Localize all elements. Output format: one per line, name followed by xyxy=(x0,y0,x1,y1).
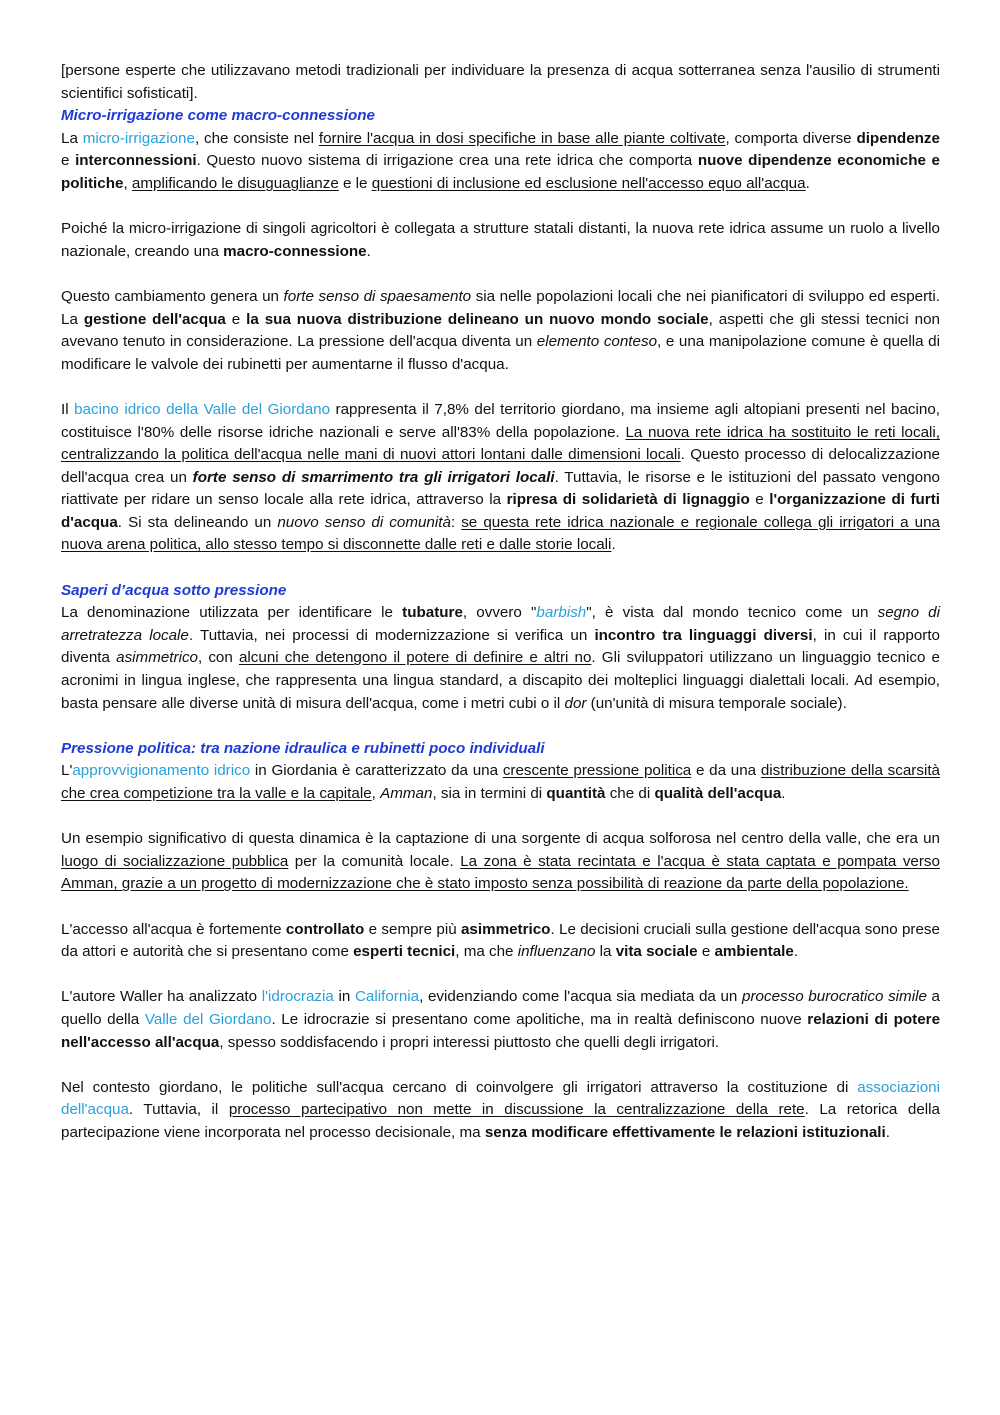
italic-text: nuovo senso di comunità xyxy=(277,513,451,531)
bold-text: dipendenze xyxy=(856,129,940,147)
bold-text: gestione dell'acqua xyxy=(83,310,226,328)
bold-text: quantità xyxy=(546,785,606,802)
bold-text: macro-connessione xyxy=(223,242,367,260)
bold-text: incontro tra linguaggi diversi xyxy=(594,626,813,644)
bold-text: controllato xyxy=(285,920,365,938)
bold-text: asimmetrico xyxy=(460,920,551,938)
underlined-text: amplificando le disuguaglianze xyxy=(131,174,339,192)
underlined-text: se questa rete idrica nazionale e regionale collega gli irrigatori a una nuova arena politica, allo stesso tempo si disconnette dalle reti e dalle storie locali xyxy=(61,513,940,554)
underlined-text: fornire l'acqua in dosi specifiche in base alle piante coltivate xyxy=(318,129,726,147)
italic-text: elemento conteso xyxy=(536,333,658,351)
italic-text: Amman xyxy=(380,785,433,802)
paragraph: Nel contesto giordano, le politiche sull'acqua cercano di coinvolgere gli irrigatori attraverso la costituzione di associazioni dell'acqua. Tuttavia, il processo partecipativo non mette in discussione la centralizzazione della rete. La retorica della partecipazione viene incorporata nel processo decisionale, ma senza modificare effettivamente le relazioni istituzionali. xyxy=(61,1078,940,1141)
underlined-text: luogo di socializzazione pubblica xyxy=(61,852,289,870)
bold-text: ripresa di solidarietà di lignaggio xyxy=(506,491,750,509)
bold-text: l'organizzazione di furti d'acqua xyxy=(61,491,940,531)
bold-text: qualità dell'acqua xyxy=(654,785,782,802)
paragraph: Il bacino idrico della Valle del Giordano rappresenta il 7,8% del territorio giordano, ma insieme agli altopiani presenti nel bacino, costituisce l'80% delle risorse idriche nazionali e serve all'83% della popolazione. La nuova rete idrica ha sostituito le reti locali, centralizzando la politica dell'acqua nelle mani di nuovi attori lontani dalle dimensioni locali. Questo processo di delocalizzazione dell'acqua crea un forte senso di smarrimento tra gli irrigatori locali. Tuttavia, le risorse e le istituzioni del passato vengono riattivate per ridare un senso locale alla rete idrica, attraverso la ripresa di solidarietà di lignaggio e l'organizzazione di furti d'acqua. Si sta delineando un nuovo senso di comunità: se questa rete idrica nazionale e regionale collega gli irrigatori a una nuova arena politica, allo stesso tempo si disconnette dalle reti e dalle storie locali. xyxy=(61,400,940,554)
bold-text: esperti tecnici xyxy=(353,943,456,961)
italic-text: asimmetrico xyxy=(116,649,198,667)
italic-text: processo burocratico simile xyxy=(742,988,927,1006)
underlined-text: processo partecipativo non mette in discussione la centralizzazione della rete xyxy=(228,1101,805,1119)
bold-text: senza modificare effettivamente le relazioni istituzionali xyxy=(484,1123,886,1141)
highlight-term: California xyxy=(354,988,420,1006)
highlight-term: micro-irrigazione xyxy=(82,129,195,147)
intro-paragraph: [persone esperte che utilizzavano metodi tradizionali per individuare la presenza di acqua sotterranea senza l'ausilio di strumenti scientifici sofisticati]. xyxy=(61,62,940,102)
underlined-text: distribuzione della scarsità che crea competizione tra la valle e la capitale xyxy=(61,762,941,802)
paragraph: Poiché la micro-irrigazione di singoli agricoltori è collegata a strutture statali distanti, la nuova rete idrica assume un ruolo a livello nazionale, creando una macro-connessione. xyxy=(61,220,940,260)
italic-text: segno di arretratezza locale xyxy=(61,604,940,644)
highlight-term: bacino idrico della Valle del Giordano xyxy=(74,400,331,418)
bold-text: interconnessioni xyxy=(75,152,197,170)
underlined-text: La zona è stata recintata e l'acqua è stata captata e pompata verso Amman, grazie a un progetto di modernizzazione che è stato imposto senza possibilità di reazione da parte della popolazione. xyxy=(61,852,940,893)
section-heading-saperi: Saperi d’acqua sotto pressione xyxy=(61,581,287,599)
underlined-text: crescente pressione politica xyxy=(502,762,692,780)
section-heading-micro-irrigazione: Micro-irrigazione come macro-connessione xyxy=(61,107,375,125)
section-heading-pressione-politica: Pressione politica: tra nazione idraulica e rubinetti poco individuali xyxy=(61,739,545,757)
italic-text: dor xyxy=(564,694,587,712)
italic-text: influenzano xyxy=(517,943,596,961)
bold-italic-text: forte senso di smarrimento tra gli irrigatori locali xyxy=(192,468,555,486)
bold-text: nuove dipendenze economiche e politiche xyxy=(61,152,940,192)
underlined-text: alcuni che detengono il potere di definire e altri no xyxy=(238,649,592,667)
bold-text: relazioni di potere nell'accesso all'acqua xyxy=(61,1010,941,1051)
highlight-term: Valle del Giordano xyxy=(144,1010,272,1028)
highlight-term: l'idrocrazia xyxy=(261,988,334,1006)
paragraph: La denominazione utilizzata per identificare le tubature, ovvero "barbish", è vista dal mondo tecnico come un segno di arretratezza locale. Tuttavia, nei processi di modernizzazione si verifica un incontro tra linguaggi diversi, in cui il rapporto diventa asimmetrico, con alcuni che detengono il potere di definire e altri no. Gli sviluppatori utilizzano un linguaggio tecnico e acronimi in lingua inglese, che rappresenta una lingua standard, a discapito dei molteplici linguaggi dialettali locali. Ad esempio, basta pensare alle diverse unità di misura dell'acqua, come i metri cubi o il dor (un'unità di misura temporale sociale). xyxy=(61,604,940,712)
paragraph: Questo cambiamento genera un forte senso di spaesamento sia nelle popolazioni locali che nei pianificatori di sviluppo ed esperti. La gestione dell'acqua e la sua nuova distribuzione delineano un nuovo mondo sociale, aspetti che gli stessi tecnici non avevano tenuto in considerazione. La pressione dell'acqua diventa un elemento conteso, e una manipolazione comune è quella di modificare le valvole dei rubinetti per aumentarne il flusso d'acqua. xyxy=(61,287,941,373)
paragraph: La micro-irrigazione, che consiste nel fornire l'acqua in dosi specifiche in base alle piante coltivate, comporta diverse dipendenze e interconnessioni. Questo nuovo sistema di irrigazione crea una rete idrica che comporta nuove dipendenze economiche e politiche, amplificando le disuguaglianze e le questioni di inclusione ed esclusione nell'accesso equo all'acqua. xyxy=(61,129,940,192)
highlight-term: barbish xyxy=(536,604,587,622)
highlight-term: approvvigionamento idrico xyxy=(72,762,251,780)
underlined-text: questioni di inclusione ed esclusione nell'accesso equo all'acqua xyxy=(371,174,806,192)
bold-text: vita sociale xyxy=(615,943,698,961)
paragraph: L'approvvigionamento idrico in Giordania è caratterizzato da una crescente pressione politica e da una distribuzione della scarsità che crea competizione tra la valle e la capitale, Amman, sia in termini di quantità che di qualità dell'acqua. xyxy=(61,762,941,802)
bold-text: la sua nuova distribuzione delineano un nuovo mondo sociale xyxy=(246,310,709,328)
paragraph: L'accesso all'acqua è fortemente controllato e sempre più asimmetrico. Le decisioni cruciali sulla gestione dell'acqua sono prese da attori e autorità che si presentano come esperti tecnici, ma che influenzano la vita sociale e ambientale. xyxy=(61,920,940,961)
paragraph: Un esempio significativo di questa dinamica è la captazione di una sorgente di acqua solforosa nel centro della valle, che era un luogo di socializzazione pubblica per la comunità locale. La zona è stata recintata e l'acqua è stata captata e pompata verso Amman, grazie a un progetto di modernizzazione che è stato imposto senza possibilità di reazione da parte della popolazione. xyxy=(61,830,940,893)
underlined-text: La nuova rete idrica ha sostituito le reti locali, centralizzando la politica dell'acqua nelle mani di nuovi attori lontani dalle dimensioni locali xyxy=(61,423,940,464)
paragraph: L'autore Waller ha analizzato l'idrocrazia in California, evidenziando come l'acqua sia mediata da un processo burocratico simile a quello della Valle del Giordano. Le idrocrazie si presentano come apolitiche, ma in realtà definiscono nuove relazioni di potere nell'accesso all'acqua, spesso soddisfacendo i propri interessi piuttosto che quelli degli irrigatori. xyxy=(61,988,941,1051)
document-page xyxy=(61,60,940,1145)
highlight-term: associazioni dell'acqua xyxy=(61,1078,940,1119)
bold-text: tubature xyxy=(402,604,463,622)
italic-text: forte senso di spaesamento xyxy=(283,287,472,305)
bold-text: ambientale xyxy=(714,943,794,961)
